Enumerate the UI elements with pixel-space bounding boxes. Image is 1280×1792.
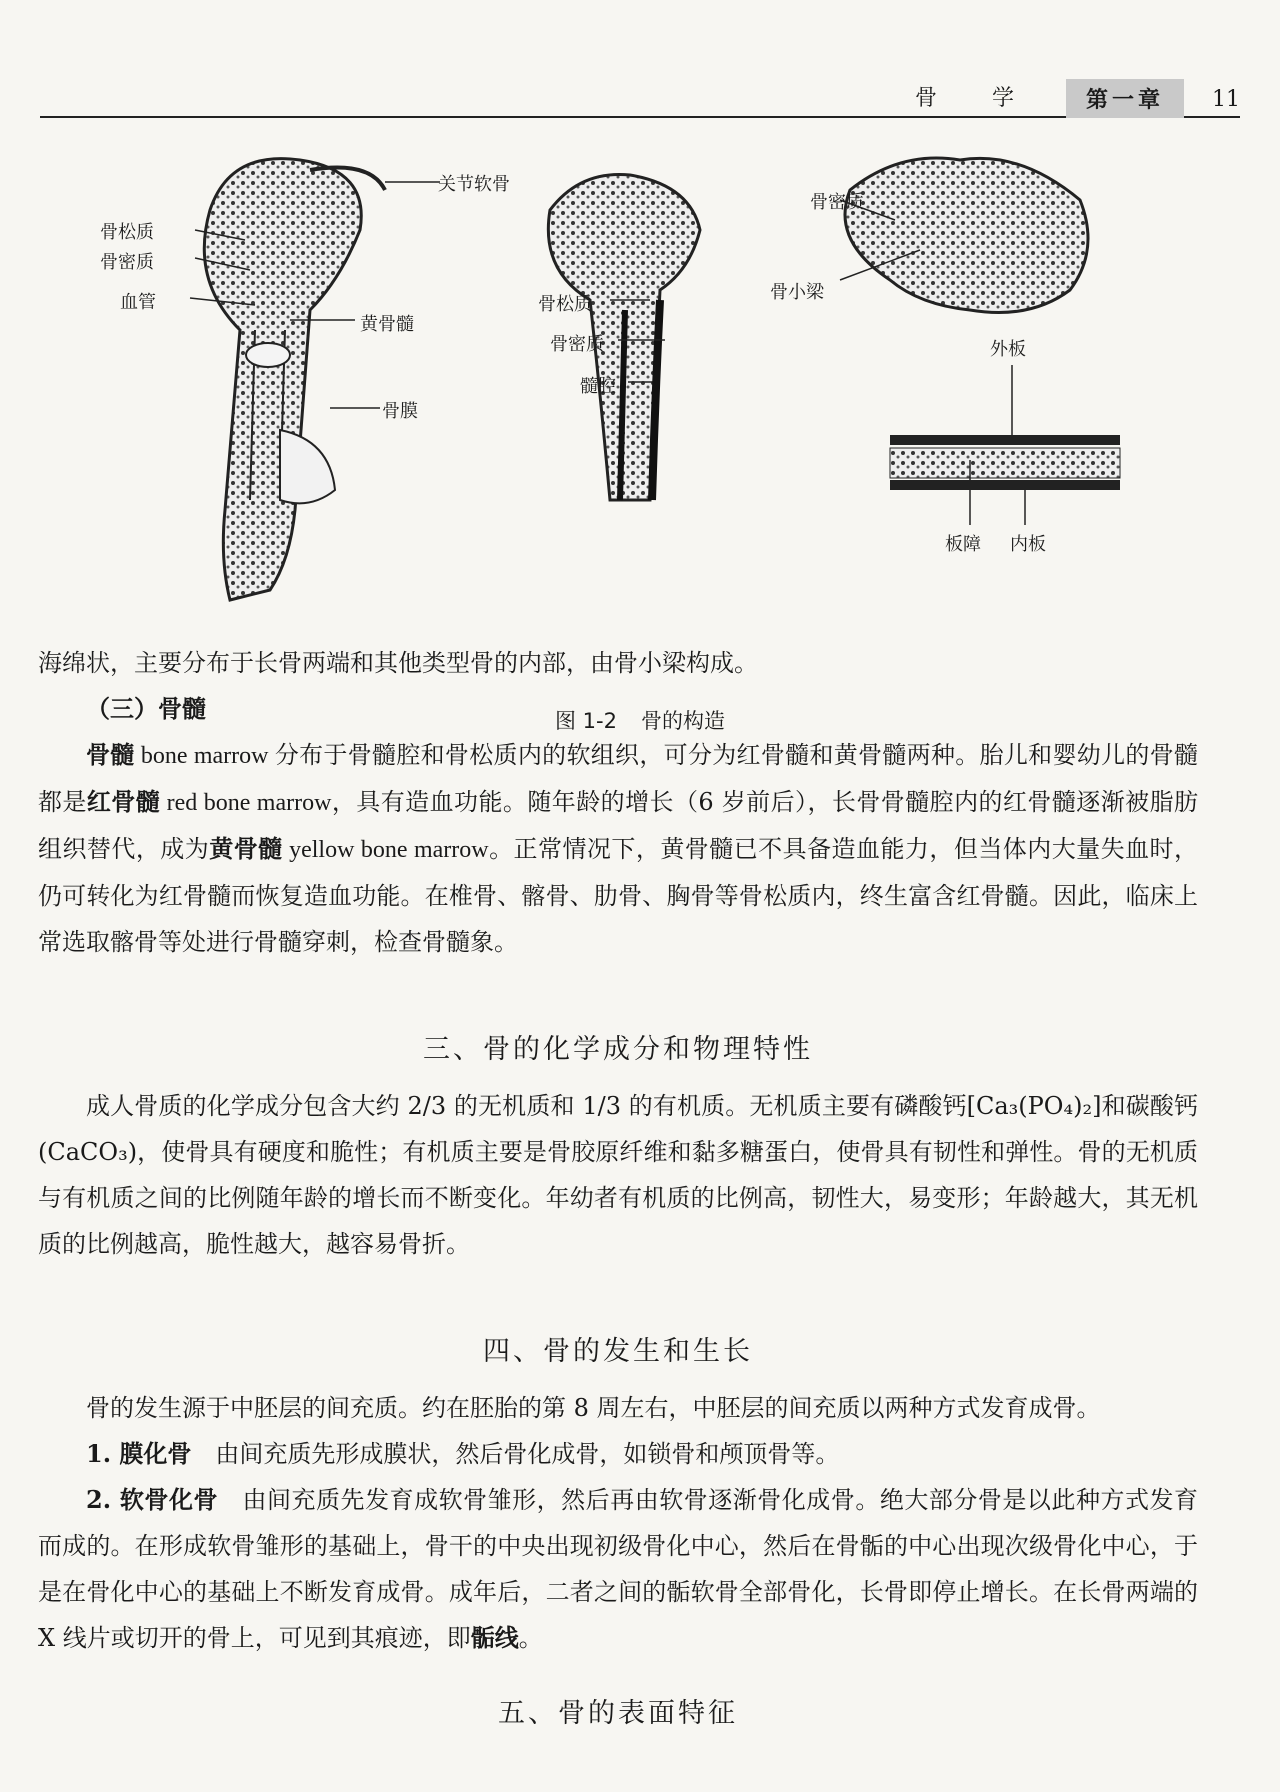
section-title-surface: 五、骨的表面特征 [498,1698,738,1729]
label-periosteum: 骨膜 [382,401,418,422]
label-spongy-bone-left: 骨松质 [100,222,154,243]
label-trabeculae: 骨小梁 [770,282,824,303]
label-compact-bone-right: 骨密质 [810,192,864,213]
figure-caption-number: 图 1-2 [555,709,617,733]
text-cartilaginous-bone: 由间充质先发育成软骨雏形，然后再由软骨逐渐骨化成骨。绝大部分骨是以此种方式发育而成的。在形成软骨雏形的基础上，骨干的中央出现初级骨化中心，然后在骨骺的中心出现次级骨化中心，于是在骨化中心的基础上不断发育成骨。成年后，二者之间的骺软骨全部骨化，长骨即停止增长。在长骨两端的 X 线片或切开的骨上，可见到其痕迹，即 [38,1486,1198,1652]
trabecular-bone-drawing [840,158,1088,313]
header-page-number: 11 [1212,87,1240,112]
text-bone-marrow-3: 。正常情况下，黄骨髓已不具备造血能力，但当体内大量失血时，仍可转化为红骨髓而恢复造血功能。在椎骨、髂骨、肋骨、胸骨等骨松质内，终生富含红骨髓。因此，临床上常选取髂骨等处进行骨髓穿刺，检查骨髓象。 [38,835,1199,956]
label-diploe: 板障 [945,534,981,555]
running-header [40,80,1240,118]
label-blood-vessel: 血管 [120,292,156,313]
paragraph-spongy-bone-end: 海绵状，主要分布于长骨两端和其他类型骨的内部，由骨小梁构成。 [38,649,758,677]
subsection-title-bone-marrow: （三）骨髓 [86,694,206,723]
paragraph-membranous-bone [38,1431,1198,1477]
header-chapter: 第一章 [1066,79,1184,118]
section-title-development: 四、骨的发生和生长 [483,1336,753,1367]
paragraph-bone-marrow [38,732,1198,965]
paragraph-cartilaginous-bone [38,1477,1198,1661]
term-yellow-marrow-en: yellow bone marrow [282,837,489,863]
label-outer-plate: 外板 [990,339,1026,360]
term-cartilaginous-bone: 2. 软骨化骨 [86,1485,218,1514]
figure-caption-title: 骨的构造 [640,709,725,733]
label-spongy-bone-mid: 骨松质 [538,294,592,315]
text-membranous-bone: 由间充质先形成膜状，然后骨化成骨，如锁骨和颅顶骨等。 [215,1440,840,1468]
paragraph-chemistry: 成人骨质的化学成分包含大约 2/3 的无机质和 1/3 的有机质。无机质主要有磷酸钙[Ca₃(PO₄)₂]和碳酸钙(CaCO₃)，使骨具有硬度和脆性；有机质主要是骨胶原纤维和黏多糖蛋白，使骨具有韧性和弹性。骨的无机质与有机质之间的比例随年龄的增长而不断变化。年幼者有机质的比例高，韧性大，易变形；年龄越大，其无机质的比例越高，脆性越大，越容易骨折。 [38,1092,1198,1258]
term-epiphyseal-line: 骺线 [470,1623,519,1652]
term-yellow-marrow: 黄骨髓 [209,834,283,863]
term-bone-marrow: 骨髓 [86,740,135,769]
label-articular-cartilage: 关节软骨 [438,174,510,195]
header-category: 骨 学 [914,86,1038,111]
long-bone-section-drawing [190,159,440,600]
skull-plate-drawing [890,365,1120,525]
term-red-marrow: 红骨髓 [86,787,161,816]
section-title-chemistry: 三、骨的化学成分和物理特性 [423,1034,813,1065]
text-bone-marrow-1: 分布于骨髓腔和骨松质内的软组织，可分为红骨髓和黄骨髓两种。胎儿和婴幼儿的骨髓都是 [38,741,1199,816]
label-marrow-cavity: 髓腔 [580,376,616,397]
body-text [38,640,1198,1747]
text-bone-marrow-2: ，具有造血功能。随年龄的增长（6 岁前后），长骨骨髓腔内的红骨髓逐渐被脂肪组织替代，成为 [38,788,1199,863]
text-cartilaginous-bone-end: 。 [518,1624,543,1652]
term-red-marrow-en: red bone marrow [160,790,332,816]
label-compact-bone-mid: 骨密质 [550,334,604,355]
label-inner-plate: 内板 [1010,534,1046,555]
term-bone-marrow-en: bone marrow [134,743,275,769]
term-membranous-bone: 1. 膜化骨 [86,1439,192,1468]
bone-illustrations [40,130,1240,690]
label-yellow-marrow: 黄骨髓 [360,314,414,335]
paragraph-development: 骨的发生源于中胚层的间充质。约在胚胎的第 8 周左右，中胚层的间充质以两种方式发育成骨。 [86,1394,1101,1422]
label-compact-bone-left: 骨密质 [100,252,154,273]
